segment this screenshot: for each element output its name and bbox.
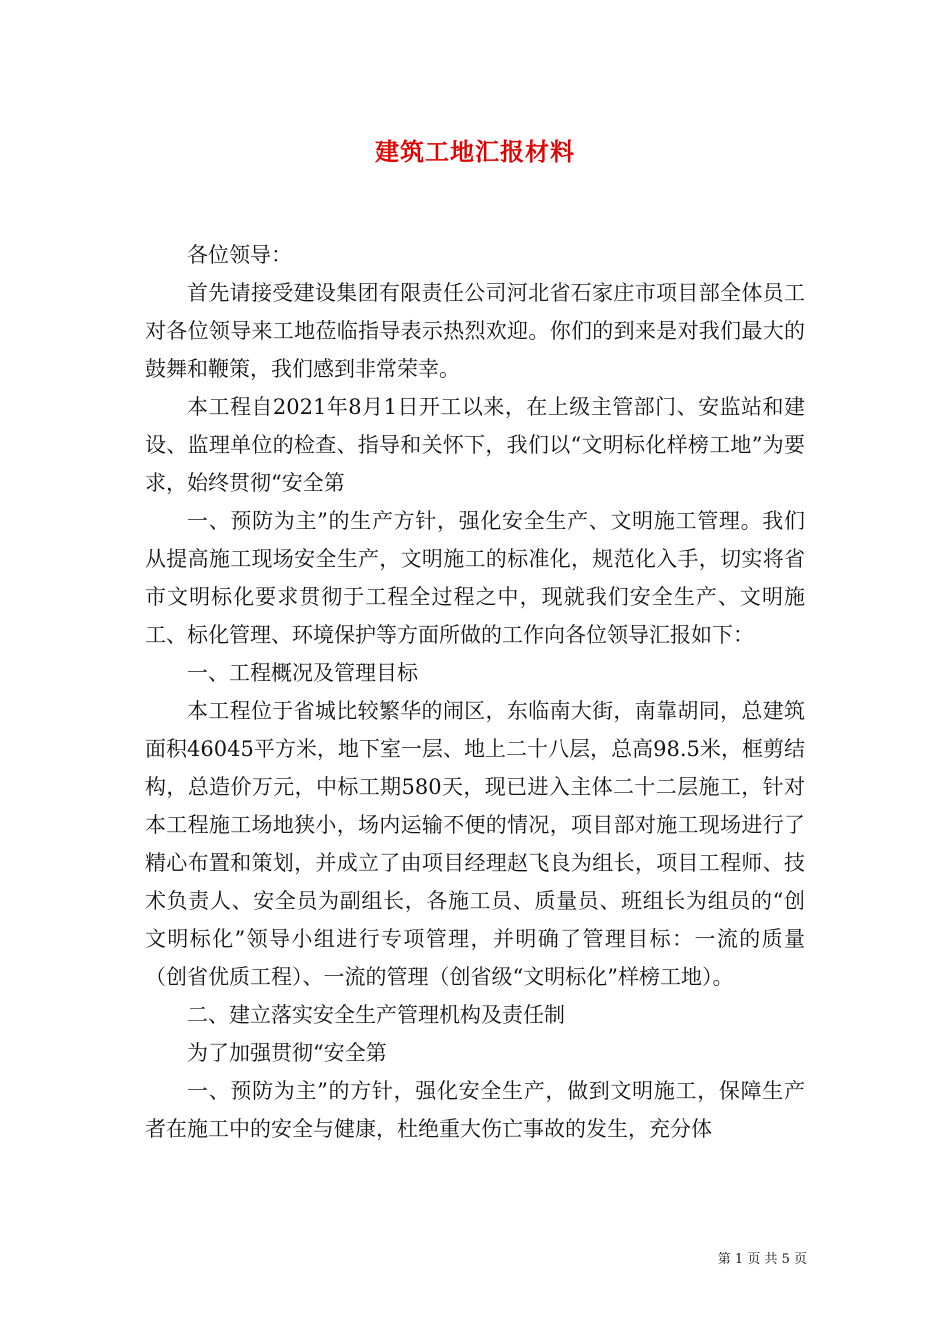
paragraph: 本工程位于省城比较繁华的闹区，东临南大街，南靠胡同，总建筑面积46045平方米，地下室一层、地上二十八层，总高98.5米，框剪结构，总造价万元，中标工期580天，现已进入主体二十二层施工，针对本工程施工场地狭小，场内运输不便的情况，项目部对施工现场进行了精心布置和策划，并成立了由项目经理赵飞良为组长，项目工程师、技术负责人、安全员为副组长，各施工员、质量员、班组长为组员的“创文明标化”领导小组进行专项管理，并明确了管理目标：一流的质量（创省优质工程）、一流的管理（创省级“文明标化”样榜工地）。 [145, 699, 805, 989]
document-title: 建筑工地汇报材料 [375, 137, 575, 166]
salutation: 各位领导： [187, 243, 292, 267]
paragraph: 一、预防为主”的方针，强化安全生产，做到文明施工，保障生产者在施工中的安全与健康，杜绝重大伤亡事故的发生，充分体 [145, 1079, 805, 1141]
section-heading: 一、工程概况及管理目标 [187, 661, 418, 685]
section-heading: 二、建立落实安全生产管理机构及责任制 [187, 1003, 565, 1027]
page-indicator: 第 1 页 共 5 页 [717, 1252, 807, 1267]
paragraph: 一、预防为主”的生产方针，强化安全生产、文明施工管理。我们从提高施工现场安全生产，文明施工的标准化，规范化入手，切实将省市文明标化要求贯彻于工程全过程之中，现就我们安全生产、文明施工、标化管理、环境保护等方面所做的工作向各位领导汇报如下： [145, 509, 805, 647]
paragraph: 本工程自2021年8月1日开工以来，在上级主管部门、安监站和建设、监理单位的检查、指导和关怀下，我们以“文明标化样榜工地”为要求，始终贯彻“安全第 [145, 395, 805, 495]
paragraph: 首先请接受建设集团有限责任公司河北省石家庄市项目部全体员工对各位领导来工地莅临指导表示热烈欢迎。你们的到来是对我们最大的鼓舞和鞭策，我们感到非常荣幸。 [145, 281, 805, 381]
document-body [145, 236, 805, 1148]
paragraph: 为了加强贯彻“安全第 [187, 1041, 387, 1065]
